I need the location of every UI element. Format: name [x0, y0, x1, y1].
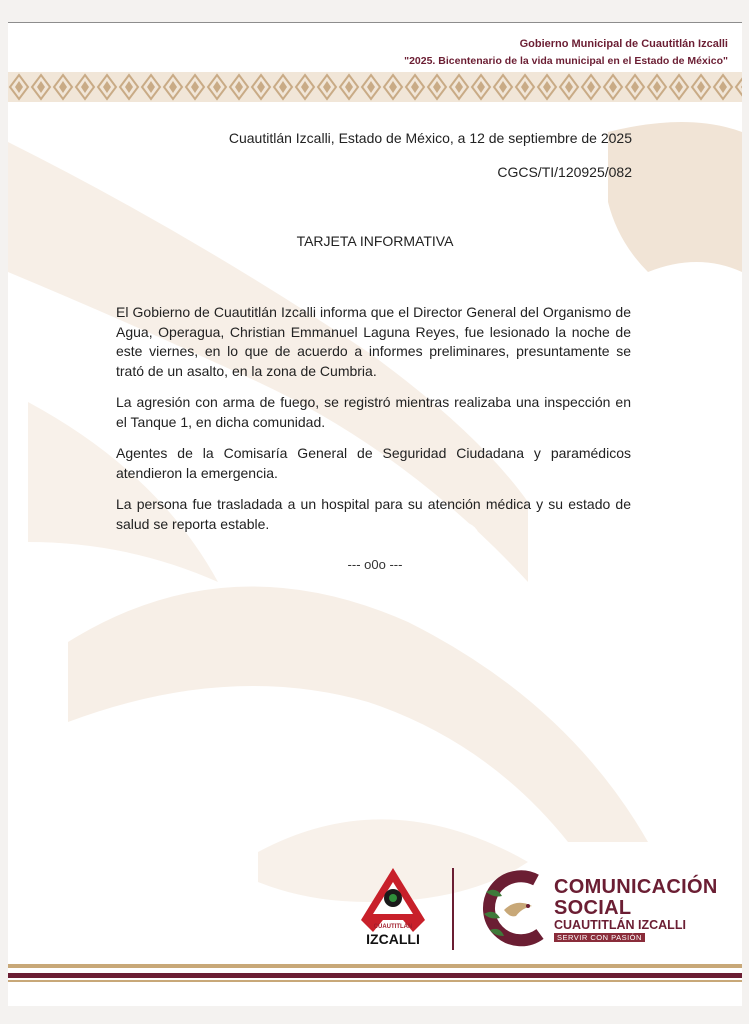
body-text	[116, 303, 631, 546]
closing-mark: --- o0o ---	[347, 557, 403, 572]
logo-divider	[452, 868, 454, 950]
paragraph: Agentes de la Comisaría General de Seguridad Ciudadana y paramédicos atendieron la emergencia.	[116, 445, 631, 481]
header-org: Gobierno Municipal de Cuautitlán Izcalli	[519, 38, 728, 50]
comunicacion-social-emblem-icon	[476, 870, 550, 950]
folio-number: CGCS/TI/120925/082	[497, 164, 632, 180]
cs-title-line1: COMUNICACIÓN	[554, 876, 718, 898]
header-motto: "2025. Bicentenario de la vida municipal en el Estado de México"	[404, 55, 728, 67]
izcalli-small-text: CUAUTITLÁN	[373, 924, 413, 930]
bottom-color-bands	[8, 964, 742, 984]
place-date: Cuautitlán Izcalli, Estado de México, a 12 de septiembre de 2025	[228, 130, 632, 146]
izcalli-big-text: IZCALLI	[366, 931, 420, 947]
document-page	[8, 22, 742, 1006]
paragraph: El Gobierno de Cuautitlán Izcalli informa que el Director General del Organismo de Agua, Operagua, Christian Emmanuel Laguna Reyes, fue lesionado la noche de este viernes, en lo que de acuerdo a informes preliminares, presuntamente se trató de un asalto, en la zona de Cumbria.	[116, 304, 631, 379]
document-title: TARJETA INFORMATIVA	[296, 233, 454, 249]
paragraph: La persona fue trasladada a un hospital para su atención médica y su estado de salud se reporta estable.	[116, 496, 631, 532]
cs-slogan: SERVIR CON PASIÓN	[554, 933, 645, 942]
decorative-pattern-band	[8, 72, 742, 102]
cs-municipality: CUAUTITLÁN IZCALLI	[554, 918, 686, 932]
cs-title-line2: SOCIAL	[554, 897, 632, 919]
paragraph: La agresión con arma de fuego, se registró mientras realizaba una inspección en el Tanque 1, en dicha comunidad.	[116, 394, 631, 430]
